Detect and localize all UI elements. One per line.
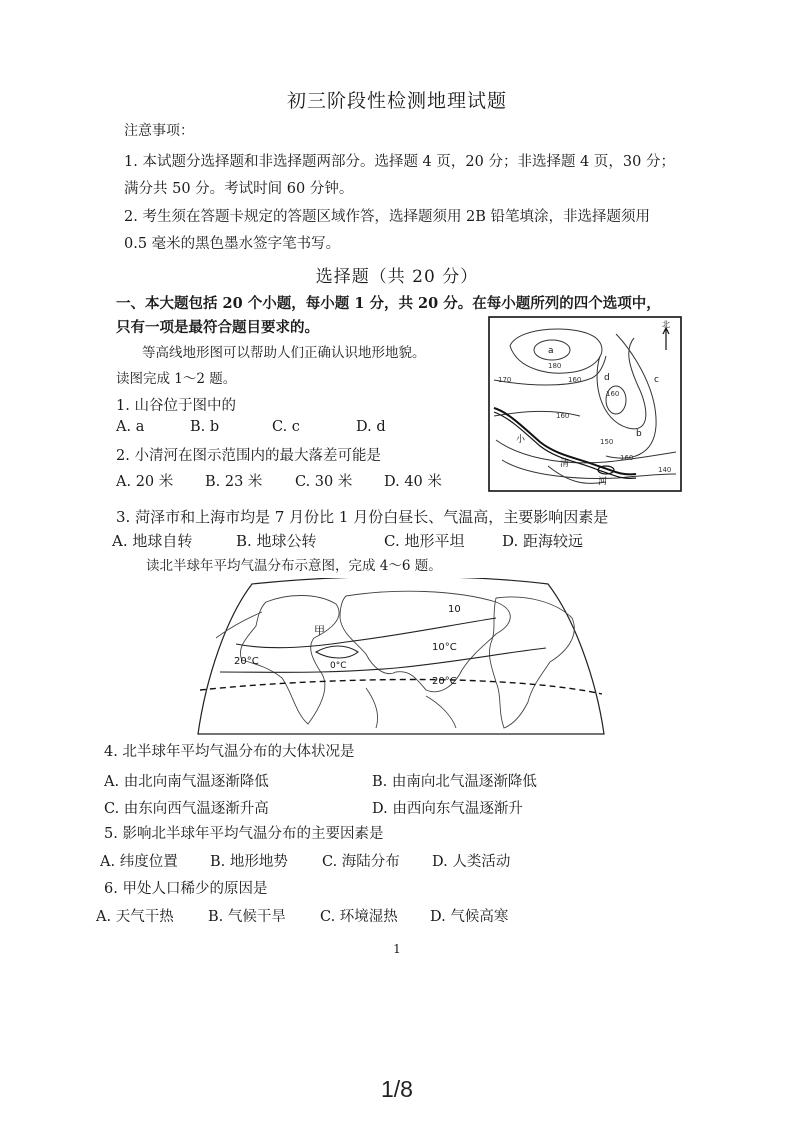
q4-option-b: B. 由南向北气温逐渐降低 [372,774,537,790]
q4-option-c: C. 由东向西气温逐渐升高 [104,801,269,817]
elev-160a: 160 [568,376,582,384]
contour-intro-1: 等高线地形图可以帮助人们正确认识地形地貌。 [142,345,426,361]
section-intro-2: 只有一项是最符合题目要求的。 [116,319,319,336]
q2-option-a: A. 20 米 [116,474,174,490]
river-label-1: 小 [516,435,526,445]
q6-stem: 6. 甲处人口稀少的原因是 [104,881,268,897]
contour-label-a: a [548,346,554,356]
elev-150: 150 [600,438,614,446]
notes-line-1: 1. 本试题分选择题和非选择题两部分。选择题 4 页，20 分；非选择题 4 页，30 分； [124,154,675,170]
section-intro-1: 一、本大题包括 20 个小题，每小题 1 分，共 20 分。在每小题所列的四个选项中， [116,295,661,312]
north-label: 北 [662,320,670,329]
q4-stem: 4. 北半球年平均气温分布的大体状况是 [104,744,355,760]
label-jia: 甲 [314,624,325,637]
contour-label-b: b [636,429,642,439]
q6-option-d: D. 气候高寒 [430,909,509,925]
contour-map [488,316,682,492]
q5-option-a: A. 纬度位置 [100,854,178,870]
q1-option-a: A. a [116,419,145,435]
q3-option-c: C. 地形平坦 [384,532,465,550]
notes-line-2: 满分共 50 分。考试时间 60 分钟。 [124,181,354,197]
label-20-west: 20°C [234,656,259,667]
elev-160c: 160 [556,412,570,420]
elev-140: 140 [658,466,672,474]
q3-stem: 3. 菏泽市和上海市均是 7 月份比 1 月份白昼长、气温高，主要影响因素是 [116,508,609,526]
q2-option-d: D. 40 米 [384,474,442,490]
q1-option-b: B. b [190,419,220,435]
contour-label-c: c [654,375,659,385]
q1-option-c: C. c [272,419,300,435]
q6-option-b: B. 气候干旱 [208,909,286,925]
q4-option-a: A. 由北向南气温逐渐降低 [104,774,269,790]
q6-option-a: A. 天气干热 [96,909,174,925]
q3-option-d: D. 距海较远 [502,532,584,550]
page-indicator: 1/8 [381,1076,413,1102]
q3-option-a: A. 地球自转 [112,532,193,550]
elev-160d: 160 [620,454,634,462]
notes-heading: 注意事项： [124,123,194,139]
elev-180: 180 [548,362,562,370]
contour-label-d: d [604,373,610,383]
q1-stem: 1. 山谷位于图中的 [116,398,236,414]
q2-option-c: C. 30 米 [295,474,353,490]
q5-option-c: C. 海陆分布 [322,854,400,870]
q5-option-d: D. 人类活动 [432,854,511,870]
notes-line-3: 2. 考生须在答题卡规定的答题区域作答，选择题须用 2B 铅笔填涂，非选择题须用 [124,209,651,225]
elev-170: 170 [498,376,512,384]
label-20-south: 20°C [432,676,457,687]
page-number: 1 [393,942,401,956]
q4-option-d: D. 由西向东气温逐渐升 [372,801,523,817]
q5-option-b: B. 地形地势 [210,854,288,870]
q1-option-d: D. d [356,419,386,435]
q2-option-b: B. 23 米 [205,474,263,490]
label-10-mid: 10°C [432,642,457,653]
notes-line-4: 0.5 毫米的黑色墨水签字笔书写。 [124,236,341,252]
world-temperature-map [196,578,606,736]
q3-option-b: B. 地球公转 [236,532,317,550]
exam-title: 初三阶段性检测地理试题 [286,90,507,112]
elev-160b: 160 [606,390,620,398]
contour-intro-2: 读图完成 1～2 题。 [116,371,237,387]
label-0c: 0°C [330,661,347,671]
label-10-east: 10 [448,604,461,615]
river-label-3: 河 [598,477,608,487]
q6-option-c: C. 环境湿热 [320,909,398,925]
map-intro: 读北半球年平均气温分布示意图，完成 4～6 题。 [146,558,442,574]
q5-stem: 5. 影响北半球年平均气温分布的主要因素是 [104,826,384,842]
section-title: 选择题（共 20 分） [315,267,479,287]
river-label-2: 清 [560,459,570,469]
q2-stem: 2. 小清河在图示范围内的最大落差可能是 [116,448,381,464]
